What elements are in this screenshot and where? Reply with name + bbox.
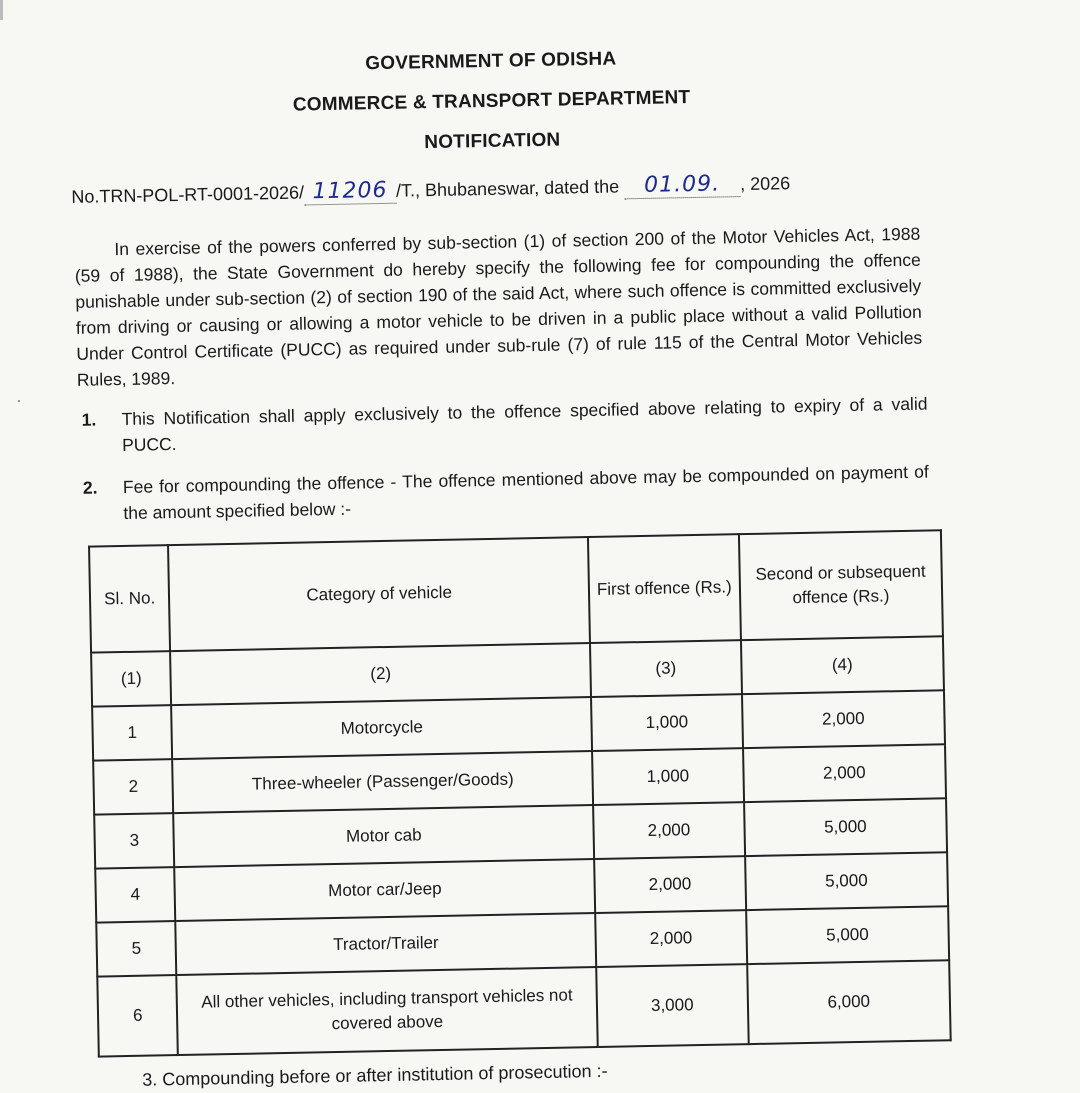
handwritten-date: 01.09. [624, 171, 740, 199]
index-cell: (1) [91, 651, 171, 707]
sl-no-cell: 3 [94, 813, 174, 869]
category-cell: Motor cab [174, 805, 595, 867]
handwritten-number: 11206 [304, 178, 396, 206]
clause-1 [81, 391, 928, 459]
header-category: Category of vehicle [168, 537, 590, 651]
sl-no-cell: 2 [93, 759, 173, 815]
preamble-paragraph: In exercise of the powers conferred by sub-section (1) of section 200 of the Motor Vehicles Act, 1988 (59 of 1988), the State Government do hereby specify the following fee for compounding the offence punishable under sub-section (2) of section 190 of the said Act, where such offence is committed exclusively from driving or causing or allowing a motor vehicle to be driven in a public place without a valid Pollution Under Control Certificate (PUCC) as required under sub-rule (7) of rule 115 of the Central Motor Vehicles Rules, 1989. [74, 223, 923, 390]
index-cell: (2) [170, 643, 591, 705]
category-cell: Motor car/Jeep [175, 859, 596, 921]
category-cell: All other vehicles, including transport vehicles not covered above [177, 967, 598, 1055]
header-sl-no: Sl. No. [89, 545, 170, 653]
second-fee-cell: 5,000 [746, 906, 949, 964]
first-fee-cell: 2,000 [595, 910, 747, 967]
second-fee-cell: 2,000 [743, 744, 946, 802]
second-fee-cell: 5,000 [745, 852, 948, 910]
second-fee-cell: 2,000 [742, 690, 945, 748]
fee-table [88, 529, 952, 1057]
first-fee-cell: 1,000 [592, 748, 744, 805]
reference-prefix: No.TRN-POL-RT-0001-2026/ [71, 182, 305, 207]
clause-text: Fee for compounding the offence - The offence mentioned above may be compounded on payment of the amount specified below :- [122, 461, 929, 523]
header-first-offence: First offence (Rs.) [588, 534, 741, 643]
sl-no-cell: 4 [95, 867, 175, 923]
first-fee-cell: 1,000 [591, 694, 743, 751]
first-fee-cell: 3,000 [596, 964, 748, 1047]
index-cell: (3) [590, 640, 742, 697]
first-fee-cell: 2,000 [594, 856, 746, 913]
reference-suffix: /T., Bhubaneswar, dated the [395, 176, 620, 201]
sl-no-cell: 6 [97, 975, 178, 1057]
sl-no-cell: 1 [92, 705, 172, 761]
category-cell: Tractor/Trailer [176, 913, 597, 975]
clause-text: This Notification shall apply exclusively to the offence specified above relating to expiry of a valid PUCC. [121, 393, 928, 456]
department-heading: COMMERCE & TRANSPORT DEPARTMENT [292, 87, 691, 116]
first-fee-cell: 2,000 [593, 802, 745, 859]
notification-heading: NOTIFICATION [424, 129, 561, 154]
category-cell: Three-wheeler (Passenger/Goods) [172, 751, 593, 813]
clause-number: 1. [81, 409, 97, 430]
clause-2 [83, 459, 930, 527]
category-cell: Motorcycle [171, 697, 592, 759]
reference-line [71, 170, 790, 210]
government-heading: GOVERNMENT OF ODISHA [365, 48, 617, 75]
index-cell: (4) [741, 636, 944, 694]
sl-no-cell: 5 [96, 921, 176, 977]
second-fee-cell: 5,000 [744, 798, 947, 856]
table-row [97, 960, 950, 1056]
cut-off-clause-3: 3. Compounding before or after institution of prosecution :- [142, 1060, 608, 1090]
reference-year: , 2026 [739, 173, 791, 195]
clause-number: 2. [82, 477, 98, 498]
header-second-offence: Second or subsequent offence (Rs.) [739, 530, 943, 640]
second-fee-cell: 6,000 [747, 960, 951, 1044]
